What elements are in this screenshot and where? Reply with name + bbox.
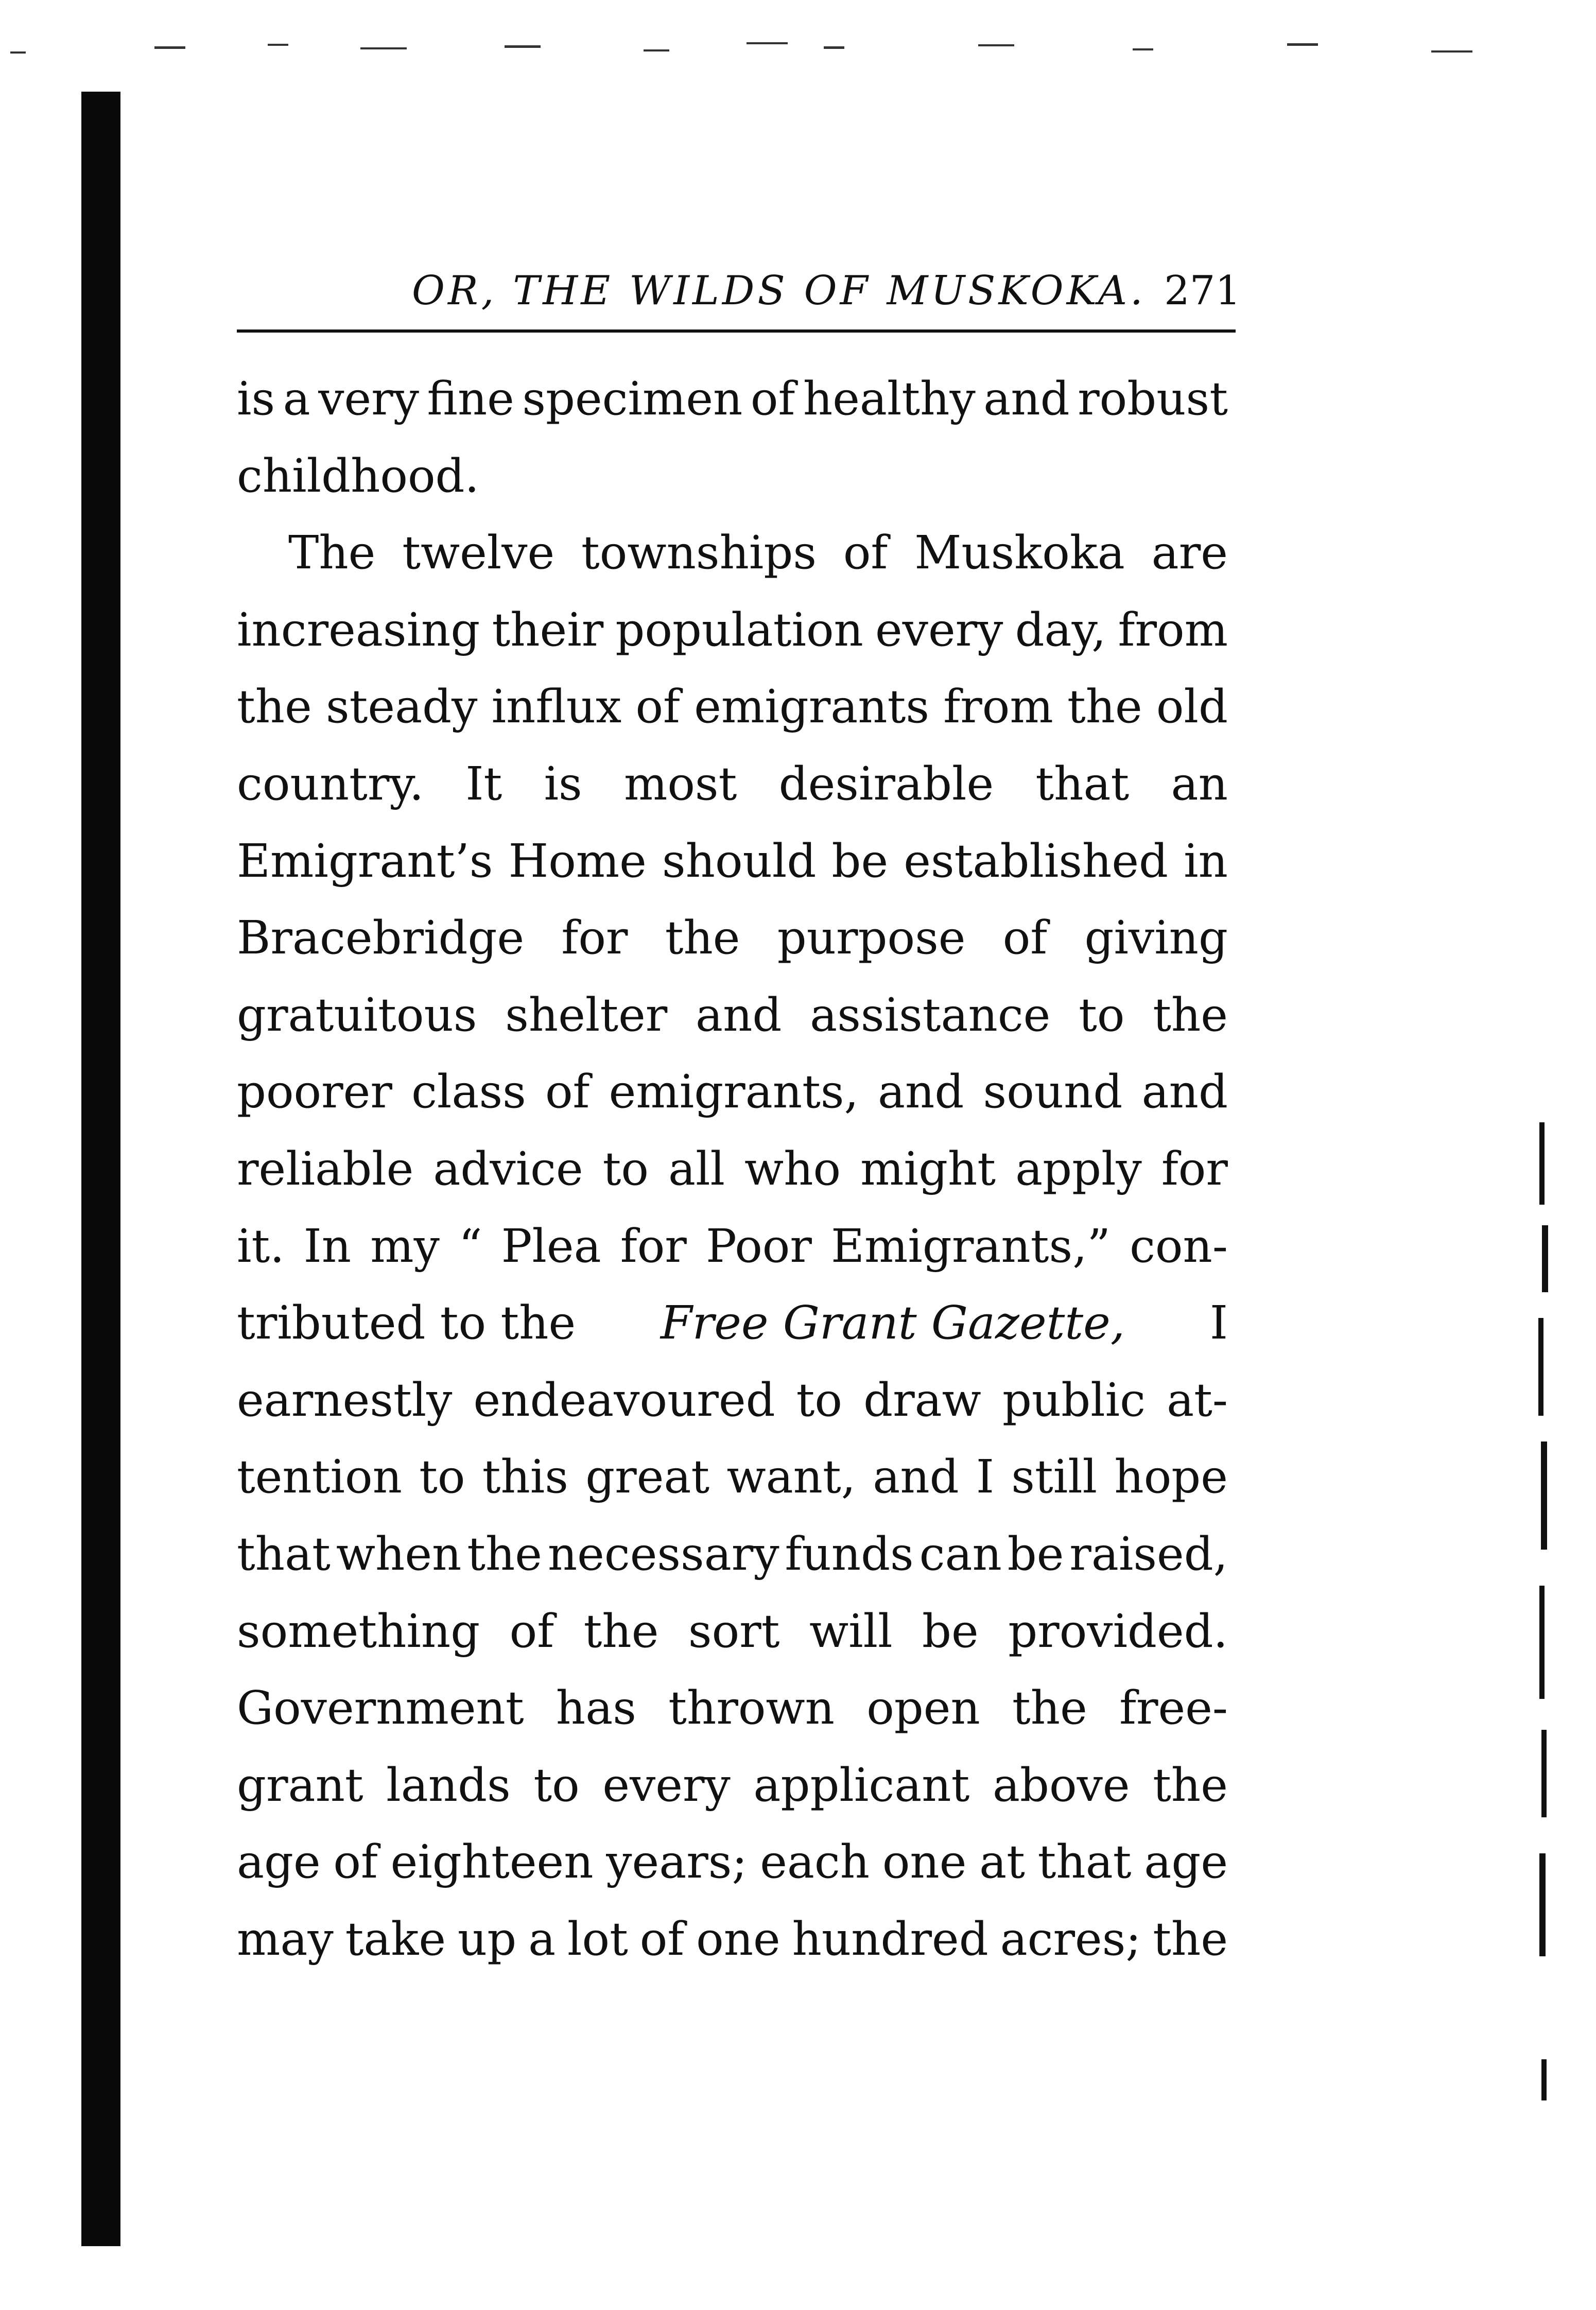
page-number: 271 [1164,268,1241,314]
word: gratuitous [237,987,477,1041]
word: a [283,372,310,425]
word: take [345,1912,446,1966]
word: tention [237,1450,402,1504]
word: of [545,1065,590,1119]
text-line [237,899,1228,977]
word: be [1007,1526,1064,1580]
text-line [237,1593,1228,1670]
word: Emigrants,” [831,1219,1111,1273]
word: age [1144,1835,1228,1889]
word: very [318,372,419,425]
word: at- [1167,1373,1228,1427]
word: from [1118,602,1228,656]
text-line [237,1438,1228,1516]
word: that [1037,1835,1132,1889]
word: to [602,1141,649,1195]
word: endeavoured [473,1373,775,1427]
word: to [533,1758,580,1812]
word: the [467,1526,542,1580]
text-line [237,360,1228,438]
word: for [561,911,628,965]
word: of [333,1835,378,1889]
word: when [336,1526,462,1580]
word: who [744,1141,841,1195]
running-head [237,252,1241,314]
word: advice [433,1141,583,1195]
word: and [1141,1065,1228,1119]
word: above [992,1758,1130,1812]
text-line [237,1053,1228,1131]
word: their [492,602,604,656]
word: is [237,372,275,425]
text-line [237,1131,1228,1208]
text-line [237,668,1228,745]
word: hundred [792,1912,988,1966]
word: an [1171,756,1228,810]
word: Home [508,833,647,888]
word: great [585,1450,710,1504]
word: grant [237,1758,363,1812]
word: for [620,1219,687,1273]
word: old [1156,680,1228,734]
word: sound [983,1065,1123,1119]
word: is [544,756,582,810]
word: something [237,1604,480,1658]
text-line: childhood. [237,448,479,502]
word: townships [581,526,817,580]
word: from [943,680,1053,734]
word: of [509,1604,554,1658]
text-line [237,977,1228,1054]
word: emigrants [694,680,930,734]
word: has [556,1681,636,1735]
word: healthy [803,372,976,425]
word: that [237,1526,331,1580]
word: want, [726,1450,856,1504]
word: I [976,1450,995,1504]
text-line [237,745,1228,823]
word: robust [1078,372,1228,425]
word: one [882,1835,967,1889]
text-line [237,1208,1228,1285]
word: day, [1015,602,1106,656]
word: be [831,833,889,888]
text-line [237,1901,1228,1978]
header-rule [237,329,1236,333]
word: assistance [810,987,1051,1041]
word: shelter [505,987,668,1041]
word: in [1184,833,1228,888]
word: applicant [753,1758,970,1812]
word: can [919,1526,1002,1580]
word: this [482,1450,568,1504]
word: reliable [237,1141,414,1195]
word: the [665,911,740,965]
word: will [809,1604,893,1658]
word: giving [1084,911,1228,965]
word: of [1002,911,1048,965]
word: and [696,987,782,1041]
word: It [465,756,502,810]
word: sort [688,1604,780,1658]
word: Government [237,1681,524,1735]
word: necessary [547,1526,779,1580]
word: Bracebridge [237,911,525,965]
word: fine [427,372,514,425]
word: country. [237,756,424,810]
scan-speckles-right [1524,978,1581,2162]
text-line: tributed to the Free Grant Gazette, I [237,1284,1228,1362]
word: Plea [501,1219,601,1273]
word: might [860,1141,996,1195]
word: established [904,833,1168,888]
word: provided. [1008,1604,1228,1658]
word: at [979,1835,1025,1889]
periodical-title: Free Grant Gazette, [660,1296,1125,1350]
word: the [583,1604,659,1658]
word: one [696,1912,780,1966]
word: acres; [1000,1912,1141,1966]
word: all [668,1141,725,1195]
word: eighteen [390,1835,594,1889]
body-text [237,360,1228,1977]
word: of [639,1912,685,1966]
word: purpose [777,911,966,965]
word: of [843,526,888,580]
word: years; [606,1835,748,1889]
word: up [457,1912,517,1966]
word: specimen [522,372,743,425]
word: and [878,1065,964,1119]
text-line [237,1823,1228,1901]
word: draw [863,1373,981,1427]
word: steady [325,680,478,734]
word: most [623,756,737,810]
word: “ [458,1219,482,1273]
word: twelve [402,526,555,580]
text-line [237,823,1228,900]
word: the [1153,1758,1228,1812]
word: for [1161,1141,1228,1195]
word: the [237,680,312,734]
word: desirable [778,756,994,810]
text-line [237,1747,1228,1824]
word: age [237,1835,321,1889]
word: hope [1114,1450,1228,1504]
scan-speckles-top [0,36,1575,67]
word: open [866,1681,980,1735]
word: my [370,1219,440,1273]
word: it. [237,1219,285,1273]
word: influx [491,680,622,734]
word: be [922,1604,979,1658]
word: to [419,1450,465,1504]
word: poorer [237,1065,392,1119]
word: that [1035,756,1130,810]
word: The [288,526,376,580]
word: lot [567,1912,628,1966]
word: and [873,1450,959,1504]
word: each [760,1835,870,1889]
word: of [750,372,795,425]
word: and [983,372,1070,425]
word: should [662,833,817,888]
word: apply [1015,1141,1142,1195]
word: Poor [705,1219,812,1273]
word: the [1153,1912,1228,1966]
word: earnestly [237,1373,453,1427]
word: In [303,1219,352,1273]
text-line [237,1670,1228,1747]
word: every [602,1758,731,1812]
scan-binding-edge [81,92,120,2246]
word: the [1153,987,1228,1041]
word: to [1079,987,1125,1041]
word: con- [1130,1219,1228,1273]
word: thrown [668,1681,835,1735]
text-line [237,592,1228,669]
text-line [237,1516,1228,1593]
word: lands [386,1758,511,1812]
word: funds [785,1526,914,1580]
word: still [1011,1450,1098,1504]
word: increasing [237,602,480,656]
word: class [411,1065,526,1119]
word: of [635,680,680,734]
word: population [615,602,863,656]
word: may [237,1912,334,1966]
word: every [875,602,1003,656]
word: a [528,1912,556,1966]
word: are [1151,526,1228,580]
word: emigrants, [609,1065,859,1119]
text-line [237,1362,1228,1439]
running-title: OR, THE WILDS OF MUSKOKA. [412,268,1146,314]
word: Muskoka [914,526,1125,580]
word: public [1002,1373,1146,1427]
text-line [237,514,1228,592]
word: raised, [1069,1526,1228,1580]
word: free- [1119,1681,1228,1735]
word: to [796,1373,843,1427]
word: the [1012,1681,1087,1735]
word: the [1067,680,1142,734]
word: Emigrant’s [237,833,493,888]
